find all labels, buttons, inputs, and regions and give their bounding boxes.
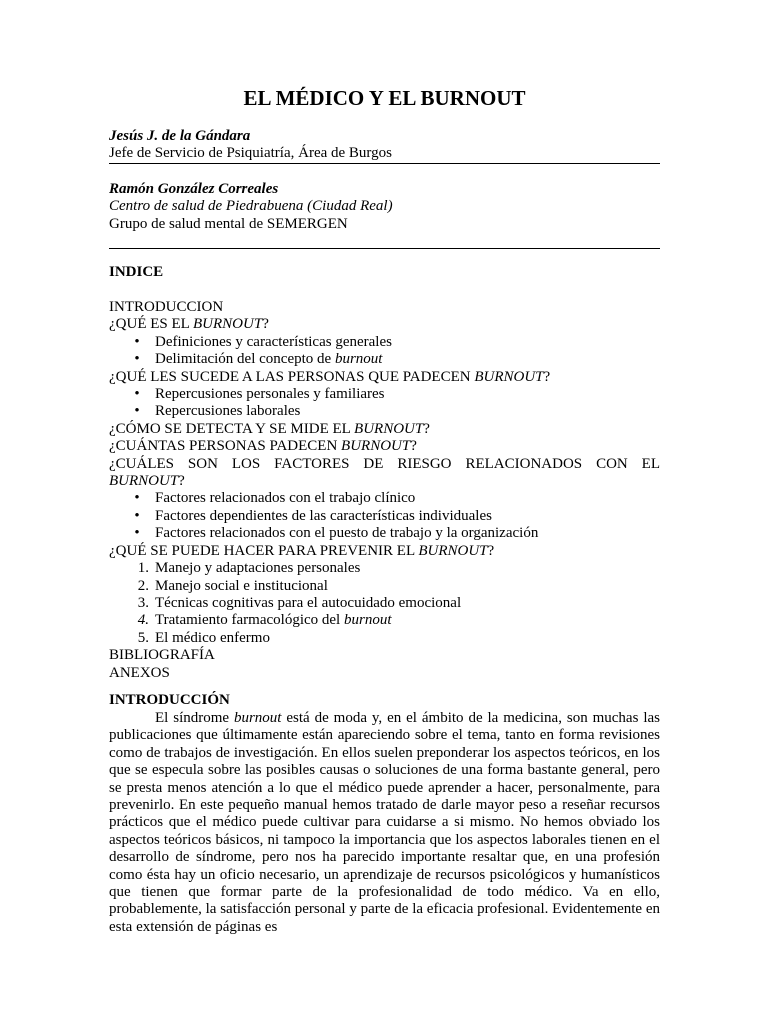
author-affiliation: Jefe de Servicio de Psiquiatría, Área de Burgos <box>109 145 392 162</box>
toc-item[interactable]: ¿CUÁNTAS PERSONAS PADECEN BURNOUT? <box>109 438 417 455</box>
list-number: 4. <box>137 612 149 629</box>
toc-item[interactable]: ANEXOS <box>109 664 170 681</box>
toc-subitem[interactable]: • Factores relacionados con el puesto de trabajo y la organización <box>109 525 660 542</box>
author-name: Jesús J. de la Gándara <box>109 128 251 144</box>
toc-item[interactable]: BIBLIOGRAFÍA <box>109 647 215 664</box>
table-of-contents <box>109 299 660 682</box>
bullet-icon: • <box>134 490 140 507</box>
author-1 <box>109 128 660 163</box>
bullet-icon: • <box>134 351 140 368</box>
toc-subitem[interactable]: 2. Manejo social e institucional <box>109 578 660 595</box>
toc-subitem[interactable]: 5. El médico enfermo <box>109 630 660 647</box>
divider-rule <box>109 163 660 164</box>
list-number: 3. <box>137 594 149 611</box>
author-group: Grupo de salud mental de SEMERGEN <box>109 215 348 232</box>
bullet-icon: • <box>134 403 140 420</box>
toc-subitem[interactable]: 4. Tratamiento farmacológico del burnout <box>109 612 660 629</box>
toc-subitem[interactable]: 3. Técnicas cognitivas para el autocuidado emocional <box>109 595 660 612</box>
introduction-heading: INTRODUCCIÓN <box>109 692 230 708</box>
bullet-icon: • <box>134 386 140 403</box>
introduction-body <box>109 710 660 936</box>
list-number: 2. <box>137 577 149 594</box>
toc-item[interactable]: ¿CÓMO SE DETECTA Y SE MIDE EL BURNOUT? <box>109 420 430 437</box>
divider-rule <box>109 248 660 249</box>
author-affiliation: Centro de salud de Piedrabuena (Ciudad Real) <box>109 198 393 215</box>
toc-item[interactable]: ¿QUÉ ES EL BURNOUT? <box>109 316 269 333</box>
toc-subitem[interactable]: • Factores relacionados con el trabajo clínico <box>109 490 660 507</box>
toc-subitem[interactable]: • Repercusiones laborales <box>109 403 660 420</box>
bullet-icon: • <box>134 333 140 350</box>
bullet-icon: • <box>134 525 140 542</box>
toc-subitem[interactable]: • Definiciones y características generales <box>109 334 660 351</box>
toc-item[interactable]: ¿QUÉ SE PUEDE HACER PARA PREVENIR EL BURNOUT? <box>109 542 495 559</box>
bullet-icon: • <box>134 507 140 524</box>
toc-item-continuation: BURNOUT? <box>109 473 185 490</box>
index-heading: INDICE <box>109 264 164 280</box>
author-name: Ramón González Correales <box>109 181 279 197</box>
list-number: 1. <box>137 560 149 577</box>
toc-item[interactable]: ¿QUÉ LES SUCEDE A LAS PERSONAS QUE PADECEN BURNOUT? <box>109 368 551 385</box>
toc-subitem[interactable]: • Factores dependientes de las características individuales <box>109 508 660 525</box>
toc-item[interactable]: ¿CUÁLES SON LOS FACTORES DE RIESGO RELACIONADOS CON EL <box>109 455 660 472</box>
document-title: EL MÉDICO Y EL BURNOUT <box>243 86 526 110</box>
list-number: 5. <box>137 629 149 646</box>
toc-subitem[interactable]: • Repercusiones personales y familiares <box>109 386 660 403</box>
author-2 <box>109 181 660 233</box>
toc-item[interactable]: INTRODUCCION <box>109 299 224 315</box>
toc-subitem[interactable]: • Delimitación del concepto de burnout <box>109 351 660 368</box>
toc-subitem[interactable]: 1. Manejo y adaptaciones personales <box>109 560 660 577</box>
paragraph: El síndrome burnout está de moda y, en el ámbito de la medicina, son muchas las publicaciones que últimamente están apareciendo sobre el tema, tanto en forma revisiones como de trabajos de investigación. En ellos suelen preponderar los aspectos teóricos, en los que se especula sobre las posibles causas o soluciones de una forma bastante general, pero se presta menos atención a lo que el médico puede aprender a hacer, personalmente, para prevenirlo. En este pequeño manual hemos tratado de darle mayor peso a reseñar recursos prácticos que el médico puede cultivar para cuidarse a si mismo. No hemos obviado los aspectos teóricos básicos, ni tampoco la importancia que los aspectos laborales tienen en el desarrollo de síndrome, pero nos ha parecido importante resaltar que, en una profesión como ésta hay un oficio necesario, un aprendizaje de recursos psicológicos y humanísticos que tienen que formar parte de la profesionalidad de todo médico. Va en ello, probablemente, la satisfacción personal y parte de la eficacia profesional. Evidentemente en esta extensión de páginas es <box>109 710 661 935</box>
